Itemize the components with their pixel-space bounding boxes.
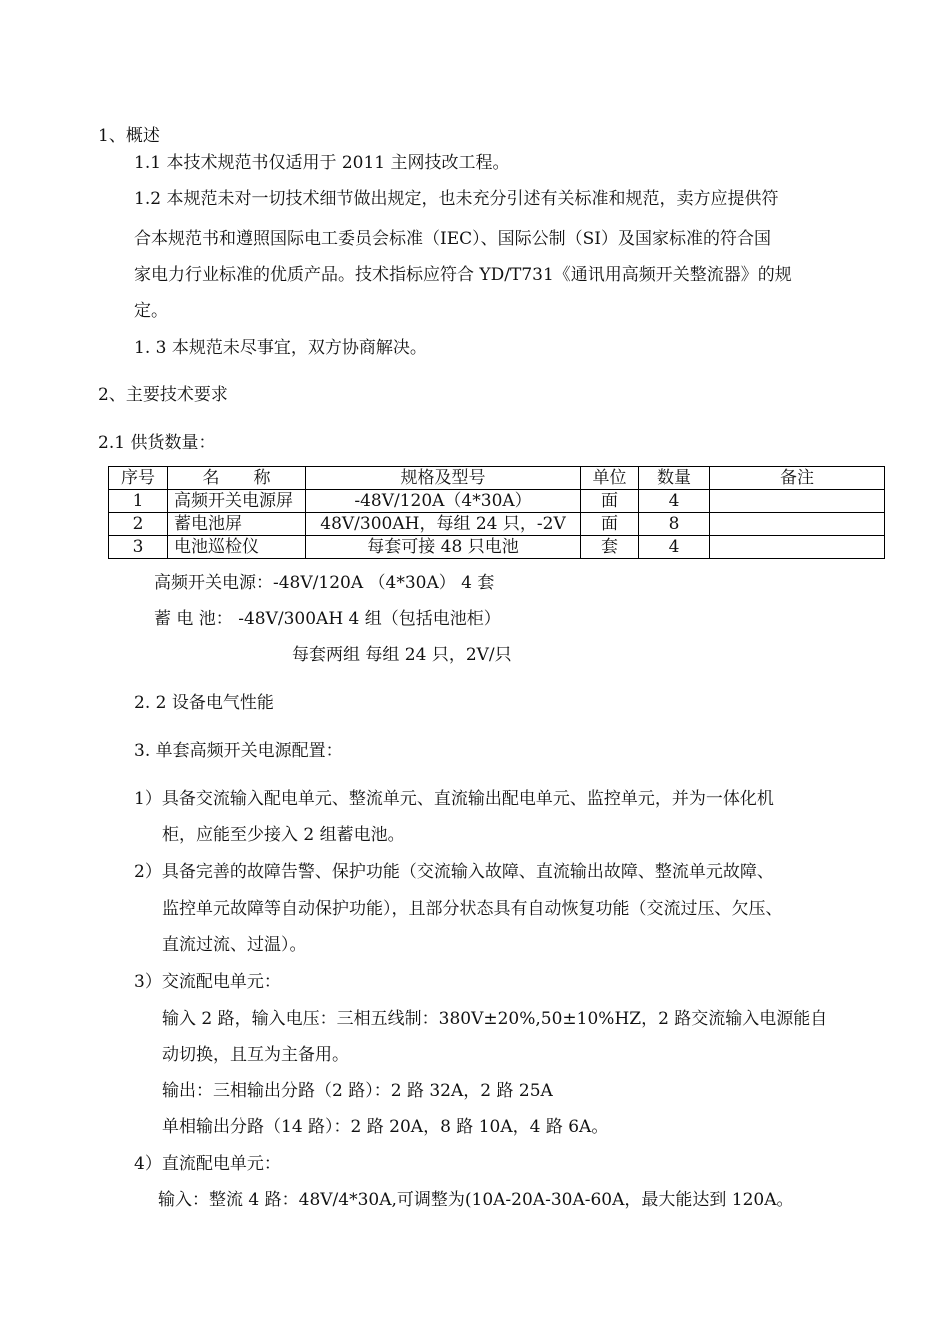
subsection-3-heading: 3. 单套高频开关电源配置： xyxy=(134,741,343,761)
item-2-line-2: 监控单元故障等自动保护功能），且部分状态具有自动恢复功能（交流过压、欠压、 xyxy=(162,899,783,919)
item-3-heading: 3）交流配电单元： xyxy=(134,972,281,992)
supply-note-power: 高频开关电源：-48V/120A （4*30A） 4 套 xyxy=(154,573,495,593)
table-row xyxy=(109,490,885,513)
table-cell: 电池巡检仪 xyxy=(168,536,306,559)
item-4-heading: 4）直流配电单元： xyxy=(134,1154,281,1174)
subsection-2-2-heading: 2. 2 设备电气性能 xyxy=(134,693,274,713)
supply-quantity-table xyxy=(108,466,885,559)
item-2-line-1: 2）具备完善的故障告警、保护功能（交流输入故障、直流输出故障、整流单元故障、 xyxy=(134,862,774,882)
subsection-2-1-heading: 2.1 供货数量： xyxy=(98,433,216,453)
table-cell: 4 xyxy=(639,536,710,559)
table-header: 序号 xyxy=(109,467,168,490)
section-2-heading: 2、主要技术要求 xyxy=(98,385,228,405)
item-3-line-3: 输出：三相输出分路（2 路）：2 路 32A，2 路 25A xyxy=(162,1081,553,1101)
table-row xyxy=(109,536,885,559)
table-cell: 8 xyxy=(639,513,710,536)
section-1-heading: 1、概述 xyxy=(98,126,160,146)
table-header: 规格及型号 xyxy=(306,467,581,490)
table-cell: 3 xyxy=(109,536,168,559)
item-3-line-4: 单相输出分路（14 路）：2 路 20A，8 路 10A，4 路 6A。 xyxy=(162,1117,609,1137)
table-cell: 套 xyxy=(581,536,639,559)
table-cell: 48V/300AH，每组 24 只，-2V xyxy=(306,513,581,536)
table-header: 名 称 xyxy=(168,467,306,490)
table-header-row xyxy=(109,467,885,490)
table-cell xyxy=(710,490,885,513)
item-1-line-2: 柜，应能至少接入 2 组蓄电池。 xyxy=(162,825,405,845)
table-cell: 2 xyxy=(109,513,168,536)
table-cell: 1 xyxy=(109,490,168,513)
table-cell: -48V/120A（4*30A） xyxy=(306,490,581,513)
paragraph-1-2-line-1: 1.2 本规范未对一切技术细节做出规定，也未充分引述有关标准和规范，卖方应提供符 xyxy=(134,189,779,209)
table-cell: 每套可接 48 只电池 xyxy=(306,536,581,559)
table-cell: 4 xyxy=(639,490,710,513)
supply-note-battery: 蓄 电 池： -48V/300AH 4 组（包括电池柜） xyxy=(154,609,501,629)
table-header: 单位 xyxy=(581,467,639,490)
paragraph-1-2-line-4: 定。 xyxy=(134,301,168,321)
item-2-line-3: 直流过流、过温）。 xyxy=(162,935,307,955)
table-cell: 蓄电池屏 xyxy=(168,513,306,536)
supply-note-battery-detail: 每套两组 每组 24 只，2V/只 xyxy=(292,645,512,665)
paragraph-1-1: 1.1 本技术规范书仅适用于 2011 主网技改工程。 xyxy=(134,153,510,173)
item-3-line-1: 输入 2 路，输入电压：三相五线制：380V±20%,50±10%HZ，2 路交流输入电源能自 xyxy=(162,1009,828,1029)
table-header: 备注 xyxy=(710,467,885,490)
table-row xyxy=(109,513,885,536)
table-cell: 高频开关电源屏 xyxy=(168,490,306,513)
item-4-line-1: 输入：整流 4 路：48V/4*30A,可调整为(10A-20A-30A-60A，最大能达到 120A。 xyxy=(158,1190,794,1210)
paragraph-1-2-line-3: 家电力行业标准的优质产品。技术指标应符合 YD/T731《通讯用高频开关整流器》的规 xyxy=(134,265,792,285)
table-cell xyxy=(710,536,885,559)
table-cell xyxy=(710,513,885,536)
table-cell: 面 xyxy=(581,490,639,513)
item-1-line-1: 1）具备交流输入配电单元、整流单元、直流输出配电单元、监控单元，并为一体化机 xyxy=(134,789,774,809)
table-cell: 面 xyxy=(581,513,639,536)
paragraph-1-2-line-2: 合本规范书和遵照国际电工委员会标准（IEC）、国际公制（SI）及国家标准的符合国 xyxy=(134,229,771,249)
paragraph-1-3: 1. 3 本规范未尽事宜，双方协商解决。 xyxy=(134,338,427,358)
table-header: 数量 xyxy=(639,467,710,490)
item-3-line-2: 动切换，且互为主备用。 xyxy=(162,1045,349,1065)
